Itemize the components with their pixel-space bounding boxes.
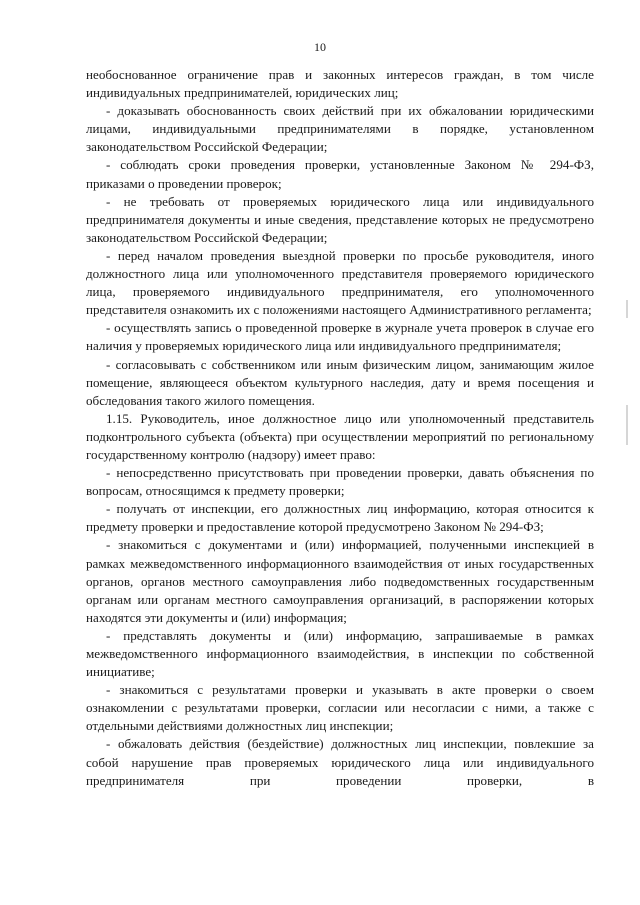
page-number: 10 (314, 40, 326, 54)
scan-edge-mark (626, 405, 628, 445)
paragraph: - знакомиться с результатами проверки и указывать в акте проверки о своем ознакомлении с результатами проверки, согласии или несогласии с ними, а также с отдельными действиями должностных лиц инспекции; (86, 682, 594, 734)
paragraph: - доказывать обоснованность своих действий при их обжаловании юридическими лицами, индивидуальными предпринимателями в порядке, установленном законодательством Российской Федерации; (86, 103, 594, 155)
scan-edge-mark (626, 300, 628, 318)
paragraph: 1.15. Руководитель, иное должностное лицо или уполномоченный представитель подконтрольного субъекта (объекта) при осуществлении мероприятий по региональному государственному контролю (надзору) имеет право: (86, 410, 594, 462)
paragraph: - согласовывать с собственником или иным физическим лицом, занимающим жилое помещение, являющееся объектом культурного наследия, дату и время посещения и обследования такого жилого помещения. (86, 356, 594, 408)
paragraph: - получать от инспекции, его должностных лиц информацию, которая относится к предмету проверки и предоставление которой предусмотрено Законом № 294-ФЗ; (86, 501, 594, 535)
paragraph: - осуществлять запись о проведенной проверке в журнале учета проверок в случае его наличия у проверяемых юридического лица или индивидуального предпринимателя; (86, 320, 594, 354)
paragraph: - соблюдать сроки проведения проверки, установленные Законом № 294-ФЗ, приказами о проведении проверок; (86, 157, 594, 191)
document-body (86, 66, 594, 790)
paragraph: - представлять документы и (или) информацию, запрашиваемые в рамках межведомственного информационного взаимодействия, в инспекции по собственной инициативе; (86, 627, 594, 680)
paragraph: - не требовать от проверяемых юридического лица или индивидуального предпринимателя документы и иные сведения, представление которых не предусмотрено законодательством Российской Федерации; (86, 193, 594, 245)
paragraph: - знакомиться с документами и (или) информацией, полученными инспекцией в рамках межведомственного информационного взаимодействия от иных государственных органов, органов местного самоуправления либо подведомственных государственным органам или органам местного самоуправления организаций, в распоряжении которых находятся эти документы и (или) информация; (86, 537, 594, 625)
paragraph: - непосредственно присутствовать при проведении проверки, давать объяснения по вопросам, относящимся к предмету проверки; (86, 465, 594, 499)
paragraph: необоснованное ограничение прав и законных интересов граждан, в том числе индивидуальных предпринимателей, юридических лиц; (86, 67, 594, 101)
paragraph: - перед началом проведения выездной проверки по просьбе руководителя, иного должностного лица или уполномоченного представителя проверяемого юридического лица, проверяемого индивидуального предпринимателя, его уполномоченного представителя ознакомить их с положениями настоящего Административного регламента; (86, 247, 594, 318)
paragraph: - обжаловать действия (бездействие) должностных лиц инспекции, повлекшие за собой нарушение прав проверяемых юридического лица или индивидуального предпринимателя при проведении проверки, в (86, 736, 594, 788)
